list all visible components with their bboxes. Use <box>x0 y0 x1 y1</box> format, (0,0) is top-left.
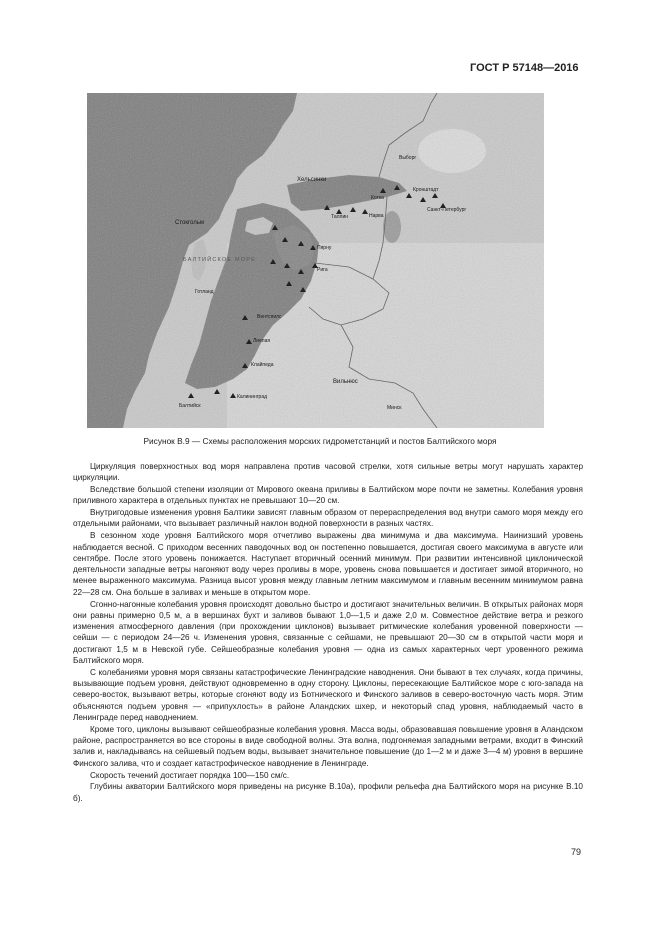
city-label-st-petersburg: Санкт-Петербург <box>427 207 467 213</box>
city-label-klaipeda: Клайпеда <box>251 362 274 368</box>
city-label-kaliningrad: Калининград <box>237 394 268 400</box>
city-label-vyborg: Выборг <box>399 155 417 161</box>
paragraph: Сгонно-нагонные колебания уровня происходят довольно быстро и достигают значительных величин. В открытых районах моря они равны примерно 0,5 м, а в вершинах бухт и заливов бывают 1,0—1,5 и даже 2,0 м. Совместное действие ветра и резкого изменения атмосферного давления (при прохождении циклонов) вызывает ритмические колебания уровенной поверхности — сейши — с периодом 24—26 ч. Изменения уровня, связанные с сейшами, не превышают 20—30 см в открытой части моря и достигают 1,5 м в Невской губе. Сейшеобразные колебания уровня — одна из самых характерных черт уровенного режима Балтийского моря. <box>73 599 583 666</box>
city-label-liepaja: Лиепая <box>253 338 271 344</box>
paragraph: Внутригодовые изменения уровня Балтики зависят главным образом от перераспределения вод внутри самого моря между его отдельными районами, что вызывает различный наклон водной поверхности в разных частях. <box>73 508 583 529</box>
city-label-riga: Рига <box>317 267 328 273</box>
paragraph: Кроме того, циклоны вызывают сейшеобразные колебания уровня. Масса воды, образовавшая повышение уровня в Аландском районе, распространяется во все стороны в виде свободной волны. Эта волна, подгоняемая западными ветрами, входит в Финский залив и, накладываясь на сейшевый подъем воды, вызывает значительное повышение (до 1—2 м и даже 3—4 м) уровня в вершине Финского залива, что и создает катастрофическое наводнение в Ленинграде. <box>73 724 583 768</box>
paragraph: Циркуляция поверхностных вод моря направлена против часовой стрелки, хотя сильные ветры могут нарушать характер циркуляции. <box>73 462 583 483</box>
paragraph: Скорость течений достигает порядка 100—150 см/с. <box>90 770 290 780</box>
city-label-ventspils: Вентспилс <box>257 314 282 320</box>
map-graphic <box>87 93 544 428</box>
city-label-stockholm: Стокгольм <box>175 220 204 226</box>
sea-label: БАЛТИЙСКОЕ МОРЕ <box>183 257 256 263</box>
place-label-gotland: Готланд <box>195 289 214 295</box>
city-label-kronstadt: Кронштадт <box>413 187 439 193</box>
city-label-kotka: Котка <box>371 195 384 201</box>
city-label-minsk: Минск <box>387 405 402 411</box>
city-label-baltiysk: Балтийск <box>179 403 201 409</box>
map-texture <box>87 93 544 428</box>
page-number: 79 <box>571 847 582 857</box>
paragraph: Вследствие большой степени изоляции от Мирового океана приливы в Балтийском море почти не заметны. Колебания уровня приливного характера в отдельных пунктах не превышают 10—20 см. <box>73 485 583 506</box>
city-label-vilnius: Вильнюс <box>333 379 358 385</box>
figure-caption: Рисунок В.9 — Схемы расположения морских гидрометстанций и постов Балтийского моря <box>143 436 497 446</box>
city-label-parnu: Пярну <box>317 245 332 251</box>
baltic-stations-map <box>87 93 544 428</box>
paragraph: В сезонном ходе уровня Балтийского моря отчетливо выражены два минимума и два максимума. Наинизший уровень наблюдается весной. С приходом весенних паводочных вод он постепенно повышается, достигая своего максимума в августе или сентябре. После этого уровень понижается. Наступает вторичный осенний минимум. При развитии интенсивной циклонической деятельности западные ветры нагоняют воду через проливы в море, уровень снова повышается и достигает зимой вторичного, но менее выраженного максимума. Разница высот уровня между главным летним максимумом и главным весенним минимумом равна 22—28 см. Она больше в заливах и меньше в открытом море. <box>73 531 583 597</box>
city-label-helsinki: Хельсинки <box>297 177 327 183</box>
body-text <box>73 461 583 804</box>
paragraph: С колебаниями уровня моря связаны катастрофические Ленинградские наводнения. Они бывают в тех случаях, когда причины, вызывающие подъем уровня, действуют одновременно в одну сторону. Циклоны, пересекающие Балтийское море с юго-запада на северо-восток, вызывают ветры, которые сгоняют воду из Ботнического и Финского заливов в северо-восточную часть моря. Этим объясняются подъем уровня — «припухлость» в районе Аландских шхер, и некоторый спад уровня, наблюдаемый часто в Ленинграде перед наводнением. <box>73 667 583 723</box>
standard-designation: ГОСТ Р 57148—2016 <box>470 62 579 74</box>
paragraph: Глубины акватории Балтийского моря приведены на рисунке В.10а), профили рельефа дна Балтийского моря на рисунке В.10 б). <box>73 782 583 803</box>
city-label-narva: Нарва <box>369 213 384 219</box>
city-label-tallinn: Таллин <box>331 214 348 220</box>
